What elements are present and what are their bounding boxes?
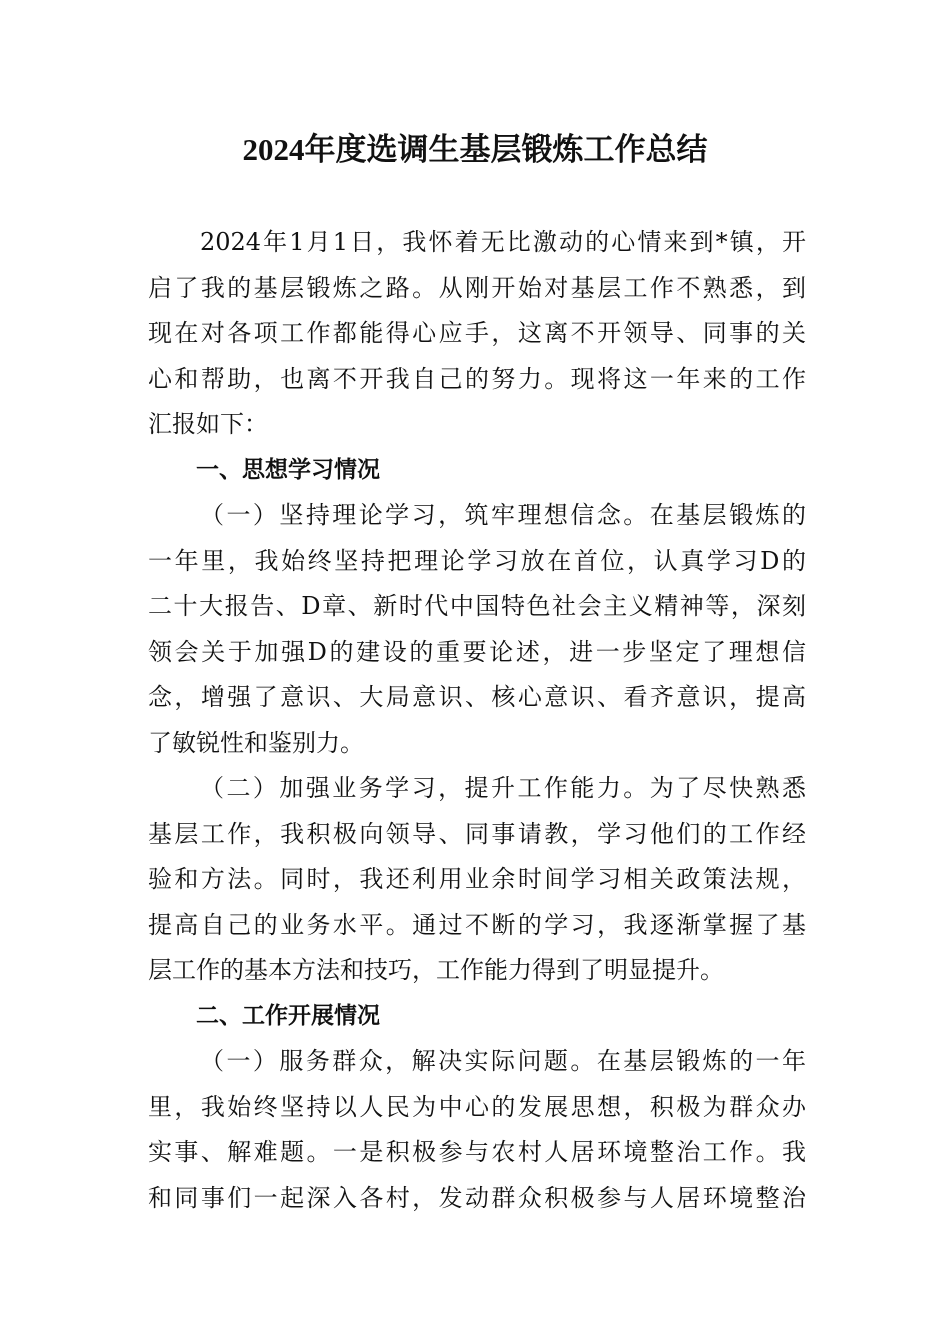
text-line: 提高自己的业务水平。通过不断的学习，我逐渐掌握了基 bbox=[148, 910, 806, 939]
document-title: 2024年度选调生基层锻炼工作总结 bbox=[242, 132, 708, 167]
text-line: （二）加强业务学习，提升工作能力。为了尽快熟悉 bbox=[200, 774, 806, 802]
text-line: 验和方法。同时，我还利用业余时间学习相关政策法规， bbox=[148, 865, 806, 893]
text-line: 一年里，我始终坚持把理论学习放在首位，认真学习D的 bbox=[148, 546, 806, 575]
section-heading: 二、工作开展情况 bbox=[196, 1002, 380, 1029]
text-line: 和同事们一起深入各村，发动群众积极参与人居环境整治 bbox=[148, 1183, 806, 1212]
text-line: （一）服务群众，解决实际问题。在基层锻炼的一年 bbox=[200, 1047, 806, 1075]
text-line: 层工作的基本方法和技巧，工作能力得到了明显提升。 bbox=[148, 956, 724, 984]
text-line: 了敏锐性和鉴别力。 bbox=[148, 728, 364, 757]
text-line: 念，增强了意识、大局意识、核心意识、看齐意识，提高 bbox=[148, 683, 806, 711]
paragraph bbox=[148, 1039, 806, 1221]
text-line: 2024年1月1日，我怀着无比激动的心情来到*镇，开 bbox=[200, 228, 806, 256]
document-body bbox=[148, 220, 806, 1221]
text-line: 心和帮助，也离不开我自己的努力。现将这一年来的工作 bbox=[148, 364, 806, 393]
section-heading: 一、思想学习情况 bbox=[196, 456, 380, 483]
text-line: 汇报如下： bbox=[148, 410, 268, 438]
text-line: 领会关于加强D的建设的重要论述，进一步坚定了理想信 bbox=[148, 637, 806, 666]
paragraph bbox=[148, 766, 806, 994]
text-line: 二十大报告、D章、新时代中国特色社会主义精神等，深刻 bbox=[148, 592, 806, 620]
text-line: （一）坚持理论学习，筑牢理想信念。在基层锻炼的 bbox=[200, 501, 806, 529]
paragraph bbox=[148, 493, 806, 766]
text-line: 里，我始终坚持以人民为中心的发展思想，积极为群众办 bbox=[148, 1092, 806, 1121]
text-line: 启了我的基层锻炼之路。从刚开始对基层工作不熟悉，到 bbox=[148, 273, 806, 302]
text-line: 基层工作，我积极向领导、同事请教，学习他们的工作经 bbox=[148, 819, 806, 848]
text-line: 实事、解难题。一是积极参与农村人居环境整治工作。我 bbox=[148, 1138, 806, 1166]
intro-paragraph bbox=[148, 220, 806, 448]
text-line: 现在对各项工作都能得心应手，这离不开领导、同事的关 bbox=[148, 319, 806, 347]
